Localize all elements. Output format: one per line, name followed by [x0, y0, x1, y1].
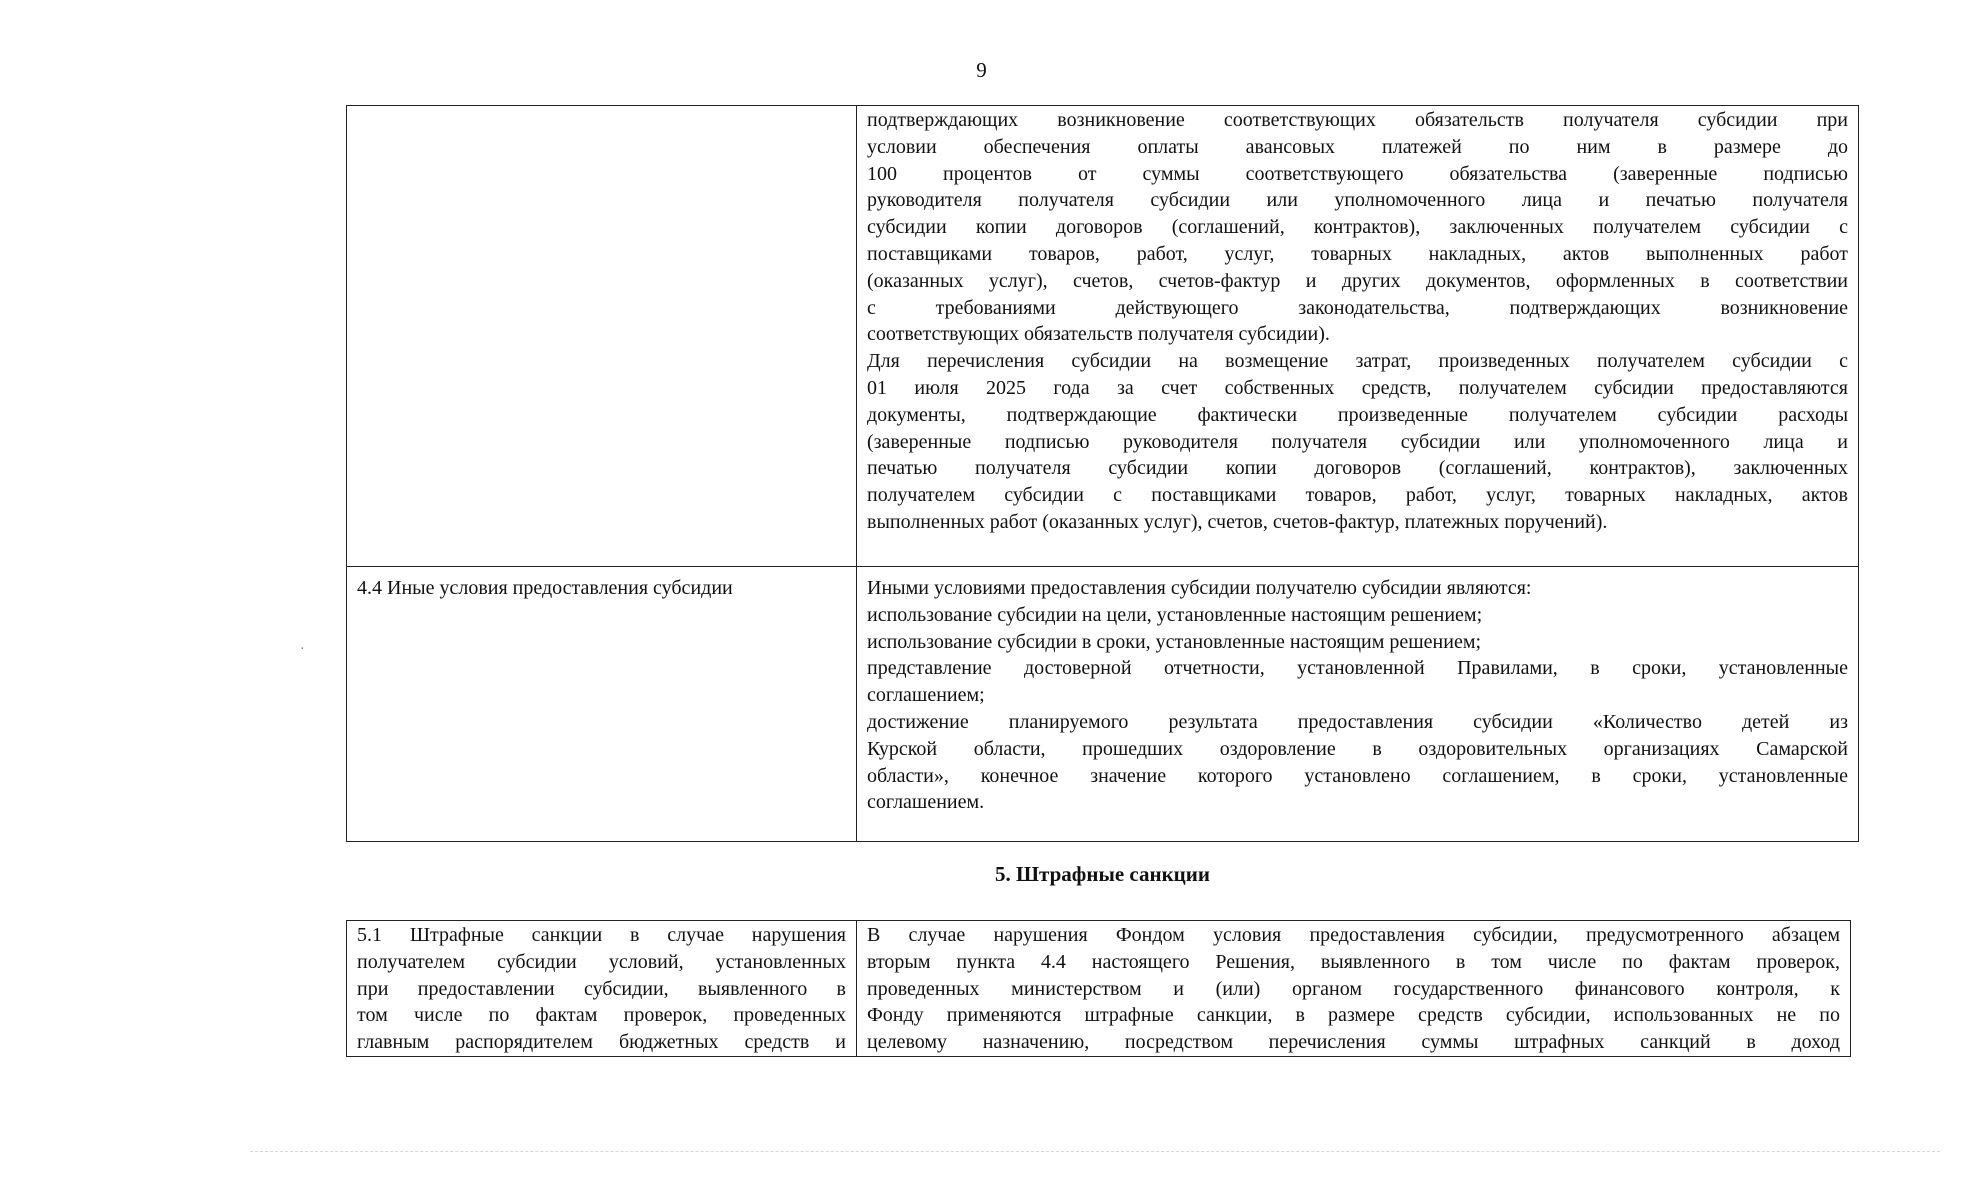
- text-line: Иными условиями предоставления субсидии получателю субсидии являются:: [867, 577, 1532, 599]
- penalties-table: [346, 920, 1851, 1057]
- text-line: 5.1 Штрафные санкции в случае нарушения: [357, 924, 846, 946]
- text-line: 01 июля 2025 года за счет собственных средств, получателем субсидии предоставляются: [867, 376, 1848, 399]
- table-cell-item-label: [347, 921, 857, 1057]
- text-line: поставщиками товаров, работ, услуг, товарных накладных, актов выполненных работ: [867, 242, 1848, 265]
- text-line: подтверждающих возникновение соответствующих обязательств получателя субсидии при: [867, 109, 1848, 131]
- text-line: использование субсидии в сроки, установленные настоящим решением;: [867, 630, 1482, 653]
- table-cell-item-text: [857, 921, 1851, 1057]
- table-cell-item-text: [857, 567, 1859, 842]
- text-line: условии обеспечения оплаты авансовых платежей по ним в размере до: [867, 135, 1848, 158]
- section-heading: 5. Штрафные санкции: [995, 862, 1210, 886]
- text-line: при предоставлении субсидии, выявленного в: [357, 977, 846, 1000]
- text-line: (заверенные подписью руководителя получателя субсидии или уполномоченного лица и: [867, 430, 1848, 453]
- text-line: выполненных работ (оказанных услуг), счетов, счетов-фактур, платежных поручений).: [867, 510, 1608, 533]
- text-line: 100 процентов от суммы соответствующего обязательства (заверенные подписью: [867, 162, 1848, 185]
- text-line: достижение планируемого результата предоставления субсидии «Количество детей из: [867, 710, 1848, 733]
- table-row: [347, 921, 1851, 1057]
- text-line: целевому назначению, посредством перечисления суммы штрафных санкций в доход: [867, 1031, 1840, 1054]
- text-line: получателем субсидии с поставщиками товаров, работ, услуг, товарных накладных, актов: [867, 484, 1848, 507]
- text-line: получателем субсидии условий, установленных: [357, 950, 846, 973]
- text-line: области», конечное значение которого установлено соглашением, в сроки, установленные: [867, 764, 1848, 787]
- text-line: том числе по фактам проверок, проведенных: [357, 1004, 846, 1027]
- text-line: В случае нарушения Фондом условия предоставления субсидии, предусмотренного абзацем: [867, 924, 1840, 946]
- text-line: документы, подтверждающие фактически произведенные получателем субсидии расходы: [867, 403, 1848, 426]
- text-line: представление достоверной отчетности, установленной Правилами, в сроки, установленные: [867, 657, 1848, 680]
- text-line: соответствующих обязательств получателя субсидии).: [867, 323, 1330, 346]
- text-line: руководителя получателя субсидии или уполномоченного лица и печатью получателя: [867, 189, 1848, 212]
- scan-speck: ·: [300, 642, 305, 657]
- text-line: проведенных министерством и (или) органом государственного финансового контроля, к: [867, 977, 1840, 1000]
- text-line: Курской области, прошедших оздоровление в оздоровительных организациях Самарской: [867, 737, 1848, 760]
- text-line: соглашением.: [867, 791, 985, 814]
- text-line: с требованиями действующего законодательства, подтверждающих возникновение: [867, 296, 1848, 319]
- table-cell-continuation-text: [857, 106, 1859, 567]
- table-row: [347, 567, 1859, 842]
- text-line: главным распорядителем бюджетных средств и: [357, 1031, 846, 1054]
- text-line: субсидии копии договоров (соглашений, контрактов), заключенных получателем субсидии с: [867, 216, 1848, 239]
- table-cell-left-empty: [347, 106, 857, 567]
- text-line: печатью получателя субсидии копии договоров (соглашений, контрактов), заключенных: [867, 457, 1848, 480]
- text-line: соглашением;: [867, 684, 985, 707]
- scan-artifact-line: [250, 1151, 1940, 1152]
- table-row: [347, 106, 1859, 567]
- text-line: Фонду применяются штрафные санкции, в размере средств субсидии, использованных не по: [867, 1004, 1840, 1027]
- text-line: использование субсидии на цели, установленные настоящим решением;: [867, 603, 1483, 626]
- table-cell-item-label: 4.4 Иные условия предоставления субсидии: [347, 567, 857, 842]
- text-line: (оказанных услуг), счетов, счетов-фактур и других документов, оформленных в соответствии: [867, 269, 1848, 292]
- page-number: 9: [976, 58, 987, 82]
- text-line: вторым пункта 4.4 настоящего Решения, выявленного в том числе по фактам проверок,: [867, 950, 1840, 973]
- conditions-table: [346, 105, 1859, 842]
- text-line: Для перечисления субсидии на возмещение затрат, произведенных получателем субсидии с: [867, 350, 1848, 373]
